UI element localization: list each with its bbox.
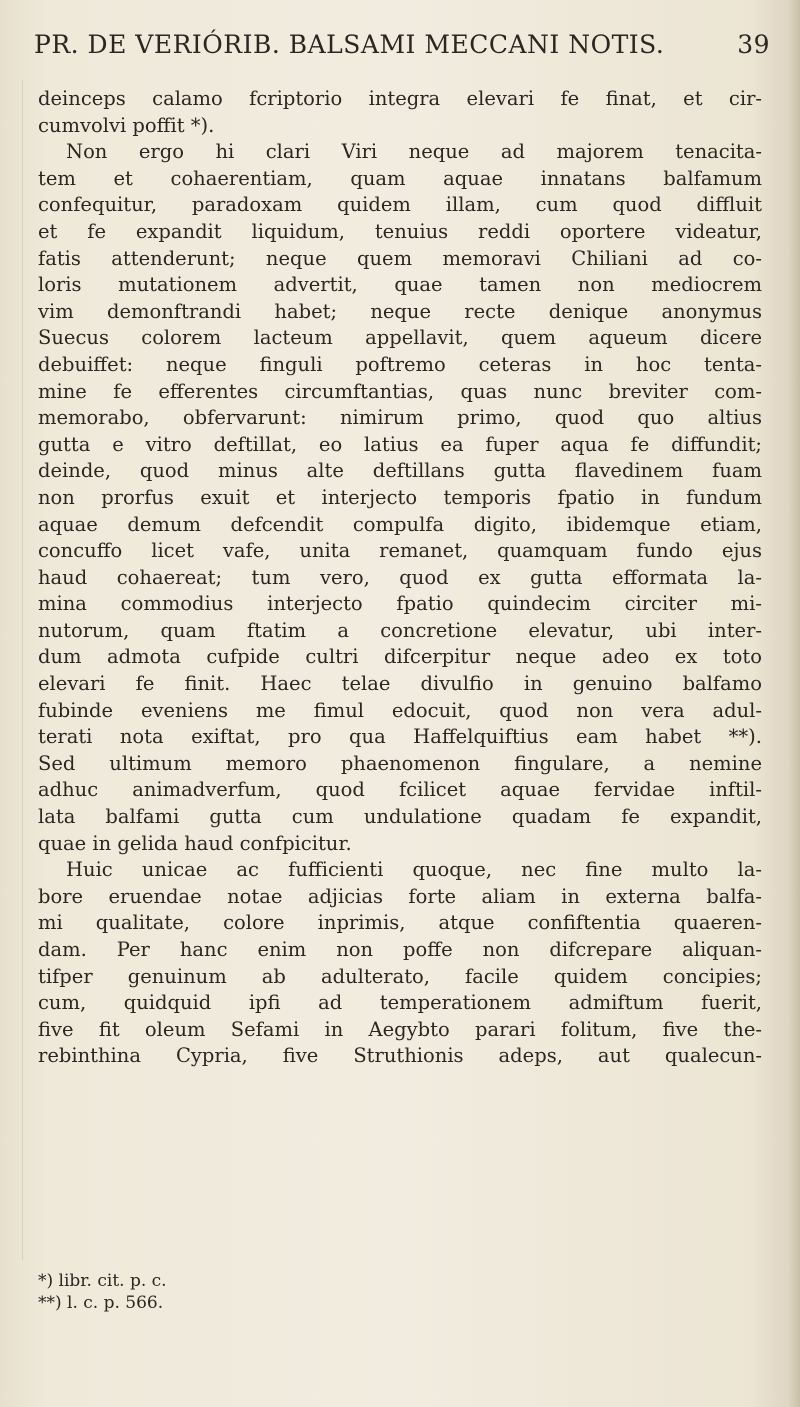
- text-line: dam. Per hanc enim non poffe non difcrepare aliquan-: [38, 938, 762, 961]
- text-line: terati nota exiftat, pro qua Haffelquiftius eam habet **).: [38, 725, 762, 749]
- text-line: quae in gelida haud confpicitur.: [38, 831, 352, 855]
- body-text: [38, 86, 762, 1070]
- text-line: tifper genuinum ab adulterato, facile quidem concipies;: [38, 964, 762, 988]
- text-line: debuiffet: neque finguli poftremo ceteras in hoc tenta-: [38, 352, 762, 376]
- text-line: vim demonftrandi habet; neque recte denique anonymus: [38, 299, 762, 323]
- text-line: gutta e vitro deftillat, eo latius ea fuper aqua fe diffundit;: [38, 432, 762, 456]
- text-line: Huic unicae ac fufficienti quoque, nec fine multo la-: [66, 858, 762, 882]
- text-line: confequitur, paradoxam quidem illam, cum quod diffluit: [38, 193, 762, 217]
- text-line: mina commodius interjecto fpatio quindecim circiter mi-: [38, 592, 762, 616]
- text-line: fubinde eveniens me fimul edocuit, quod non vera adul-: [38, 698, 762, 722]
- page-fold-shadow: [22, 80, 23, 1260]
- text-line: deinde, quod minus alte deftillans gutta flavedinem fuam: [38, 459, 762, 483]
- text-line: mine fe efferentes circumftantias, quas nunc breviter com-: [38, 379, 762, 403]
- text-line: dum admota cufpide cultri difcerpitur neque adeo ex toto: [38, 645, 762, 669]
- footnotes: [38, 1270, 538, 1314]
- text-line: tem et cohaerentiam, quam aquae innatans balfamum: [38, 166, 762, 190]
- text-line: rebinthina Cypria, five Struthionis adeps, aut qualecun-: [38, 1044, 762, 1068]
- text-line: cumvolvi poffit *).: [38, 113, 215, 137]
- text-line: Suecus colorem lacteum appellavit, quem aqueum dicere: [38, 326, 762, 350]
- footnote: *) libr. cit. p. c.: [38, 1271, 167, 1291]
- text-line: lata balfami gutta cum undulatione quadam fe expandit,: [38, 805, 762, 829]
- text-line: adhuc animadverfum, quod fcilicet aquae fervidae inftil-: [38, 778, 762, 802]
- text-line: five fit oleum Sefami in Aegybto parari folitum, five the-: [38, 1017, 762, 1041]
- text-line: haud cohaereat; tum vero, quod ex gutta efformata la-: [38, 565, 762, 589]
- text-line: Non ergo hi clari Viri neque ad majorem tenacita-: [66, 140, 762, 164]
- text-line: aquae demum defcendit compulfa digito, ibidemque etiam,: [38, 512, 762, 536]
- text-line: bore eruendae notae adjicias forte aliam in externa balfa-: [38, 884, 762, 908]
- running-title: PR. DE VERIÓRIB. BALSAMI MECCANI NOTIS.: [34, 30, 665, 59]
- text-line: deinceps calamo fcriptorio integra elevari fe finat, et cir-: [38, 87, 762, 110]
- footnote: **) l. c. p. 566.: [38, 1293, 164, 1313]
- text-line: nutorum, quam ftatim a concretione elevatur, ubi inter-: [38, 618, 762, 642]
- page-edge: [786, 0, 800, 1407]
- text-line: cum, quidquid ipfi ad temperationem admiftum fuerit,: [38, 991, 762, 1015]
- running-head: [34, 30, 774, 70]
- text-line: elevari fe finit. Haec telae divulfio in genuino balfamo: [38, 672, 762, 696]
- text-line: loris mutationem advertit, quae tamen non mediocrem: [38, 273, 762, 297]
- text-line: et fe expandit liquidum, tenuius reddi oportere videatur,: [38, 219, 762, 243]
- text-line: concuffo licet vafe, unita remanet, quamquam fundo ejus: [38, 539, 762, 563]
- text-line: non prorfus exuit et interjecto temporis fpatio in fundum: [38, 485, 762, 509]
- text-line: mi qualitate, colore inprimis, atque confiftentia quaeren-: [38, 911, 762, 935]
- text-line: memorabo, obfervarunt: nimirum primo, quod quo altius: [38, 406, 762, 430]
- text-line: Sed ultimum memoro phaenomenon fingulare, a nemine: [38, 751, 762, 775]
- page-number: 39: [737, 30, 770, 59]
- text-line: fatis attenderunt; neque quem memoravi Chiliani ad co-: [38, 246, 762, 270]
